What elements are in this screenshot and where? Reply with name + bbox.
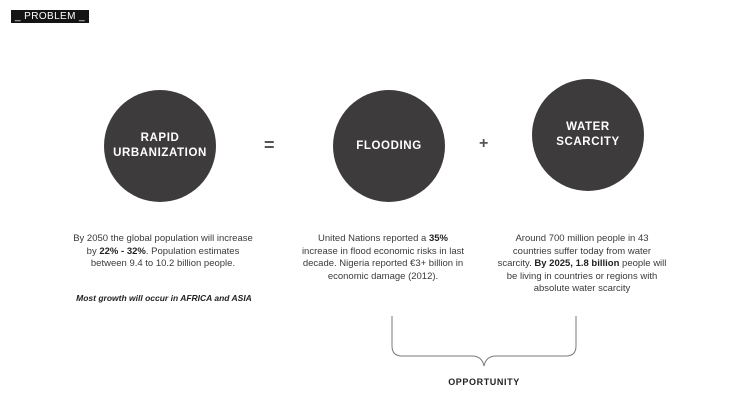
urbanization-text-2: . Population estimates between 9.4 to 10.2 billion people.	[90, 245, 240, 269]
water-scarcity-text-1: Around 700 million people in 43 countries suffer today from water scarcity.	[497, 233, 652, 269]
rapid-urbanization-circle	[104, 90, 216, 202]
flooding-label: FLOODING	[356, 139, 422, 152]
flooding-description	[299, 233, 467, 283]
flooding-circle	[333, 90, 445, 202]
equals-sign: =	[264, 135, 275, 155]
opportunity-label: OPPORTUNITY	[448, 377, 520, 387]
growth-note: Most growth will occur in AFRICA and ASIA	[76, 293, 252, 303]
rapid-urbanization-label: RAPID URBANIZATION	[113, 132, 207, 159]
water-scarcity-text-2: people will be living in countries or regions with absolute water scarcity	[506, 258, 667, 294]
urbanization-description	[70, 233, 256, 271]
water-scarcity-label: WATER SCARCITY	[556, 121, 620, 148]
water-scarcity-description	[497, 233, 667, 296]
urbanization-text-1: By 2050 the global population will increase by	[73, 233, 253, 257]
curly-brace	[388, 316, 580, 374]
flooding-text-2: increase in flood economic risks in last decade. Nigeria reported €3+ billion in economic damage (2012).	[301, 245, 465, 282]
water-scarcity-highlight: By 2025, 1.8 billion	[534, 258, 620, 269]
flooding-text-1: United Nations reported a	[318, 233, 429, 244]
plus-sign: +	[479, 135, 489, 152]
flooding-highlight: 35%	[428, 233, 448, 244]
urbanization-highlight: 22% - 32%	[99, 245, 146, 257]
section-tag: _ PROBLEM _	[11, 10, 89, 23]
water-scarcity-circle	[532, 79, 644, 191]
